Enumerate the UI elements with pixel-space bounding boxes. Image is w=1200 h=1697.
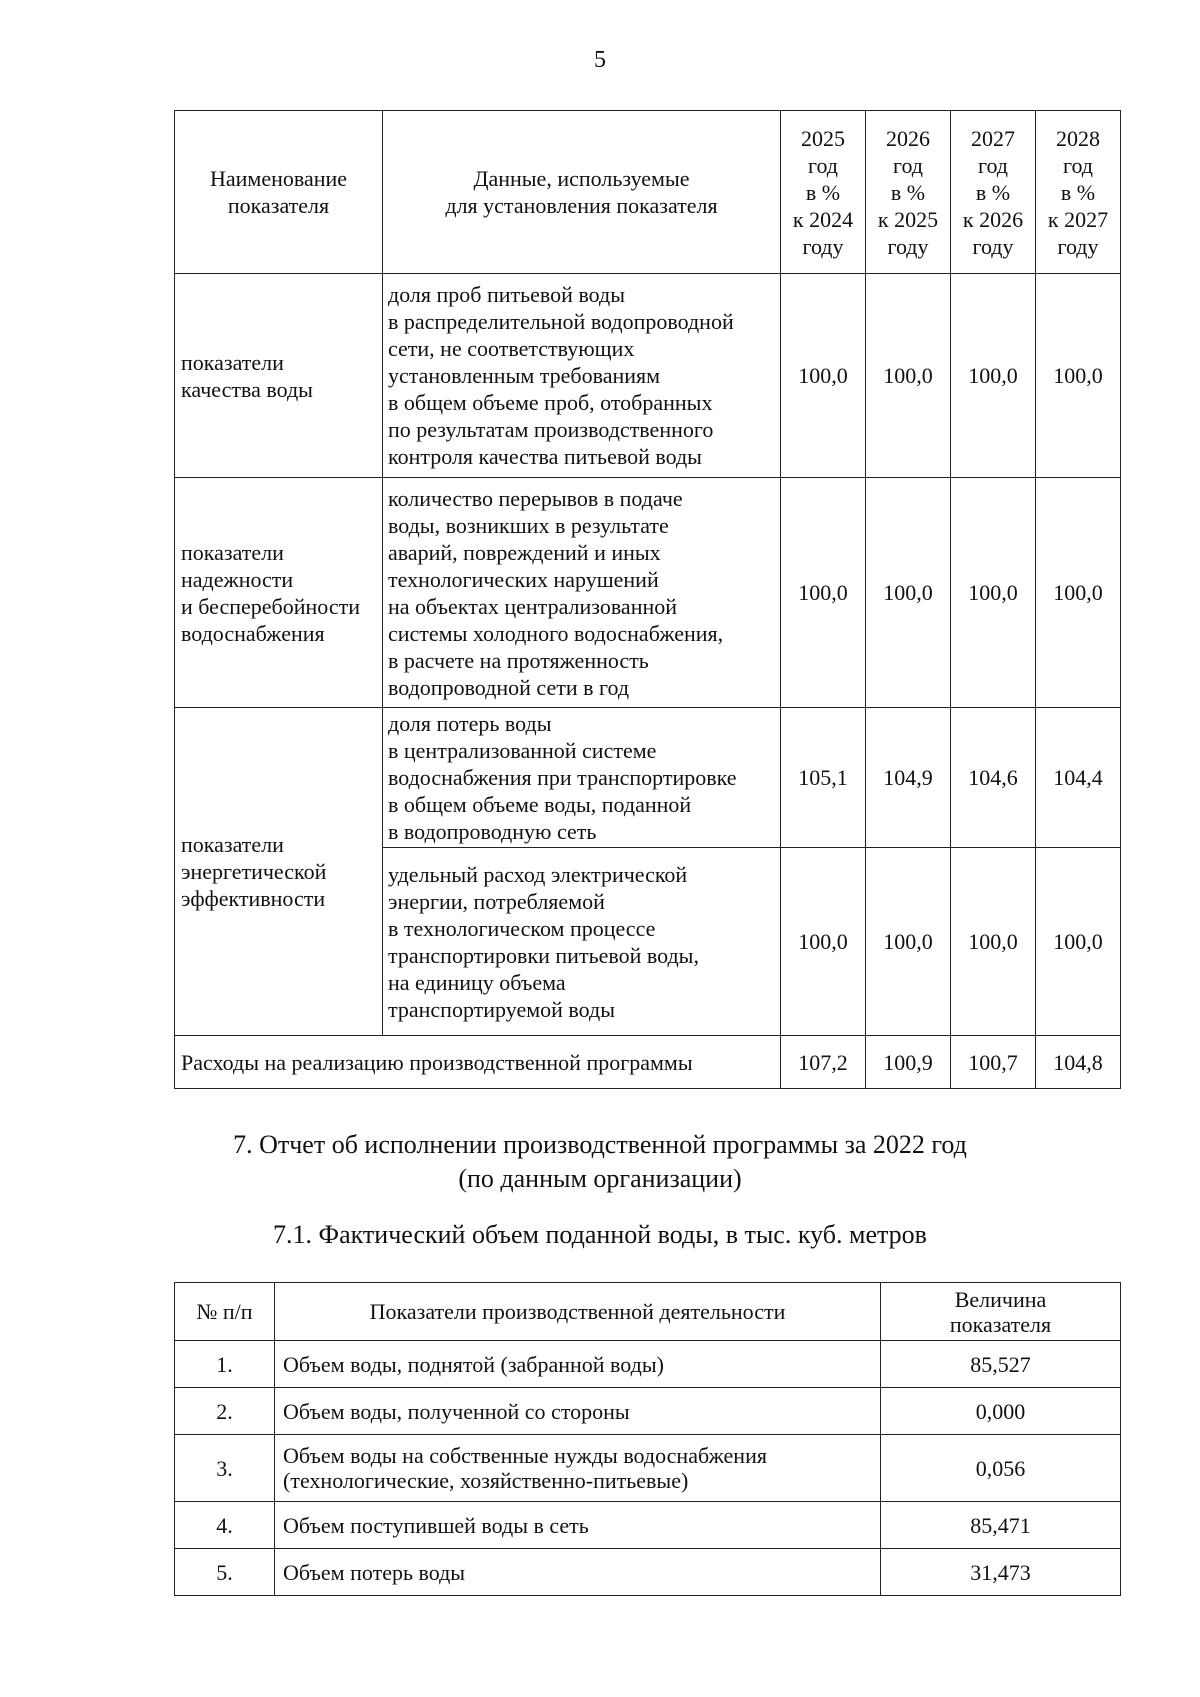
value-cell: 104,4 bbox=[1036, 708, 1121, 848]
value-cell: 100,0 bbox=[951, 478, 1036, 708]
section-7-title: 7. Отчет об исполнении производственной программы за 2022 год (по данным организации) bbox=[233, 1130, 967, 1193]
header-year-2027: 2027 год в % к 2026 году bbox=[951, 111, 1036, 274]
row-number: 1. bbox=[175, 1341, 275, 1388]
header-value: Величина показателя bbox=[881, 1283, 1121, 1341]
value-cell: 100,0 bbox=[951, 274, 1036, 478]
row-number: 5. bbox=[175, 1549, 275, 1596]
water-volume-header-row bbox=[175, 1283, 1121, 1341]
table-row bbox=[175, 708, 1121, 848]
header-year-2025: 2025 год в % к 2024 году bbox=[781, 111, 866, 274]
header-year-2026: 2026 год в % к 2025 году bbox=[866, 111, 951, 274]
value-cell: 100,0 bbox=[1036, 274, 1121, 478]
row-indicator: Объем поступившей воды в сеть bbox=[275, 1502, 881, 1549]
table-row bbox=[175, 1341, 1121, 1388]
row-indicator: Объем потерь воды bbox=[275, 1549, 881, 1596]
value-cell: 100,0 bbox=[781, 848, 866, 1036]
indicator-group-name: показатели надежности и бесперебойности водоснабжения bbox=[175, 478, 383, 708]
row-number: 2. bbox=[175, 1388, 275, 1435]
indicator-group-name: показатели энергетической эффективности bbox=[175, 708, 383, 1036]
page-number: 5 bbox=[594, 47, 606, 73]
indicators-header-row bbox=[175, 111, 1121, 274]
header-indicator: Показатели производственной деятельности bbox=[275, 1283, 881, 1341]
section-7-1-title: 7.1. Фактический объем поданной воды, в тыс. куб. метров bbox=[273, 1220, 927, 1249]
table-row bbox=[175, 1502, 1121, 1549]
row-value: 0,056 bbox=[881, 1435, 1121, 1502]
total-label: Расходы на реализацию производственной программы bbox=[175, 1036, 781, 1089]
indicator-description: доля проб питьевой воды в распределительной водопроводной сети, не соответствующих установленным требованиям в общем объеме проб, отобранных по результатам производственного контроля качества питьевой воды bbox=[383, 274, 781, 478]
indicator-description: удельный расход электрической энергии, потребляемой в технологическом процессе транспортировки питьевой воды, на единицу объема транспортируемой воды bbox=[383, 848, 781, 1036]
header-year-2028: 2028 год в % к 2027 году bbox=[1036, 111, 1121, 274]
row-indicator: Объем воды, полученной со стороны bbox=[275, 1388, 881, 1435]
table-row bbox=[175, 478, 1121, 708]
table-row bbox=[175, 1549, 1121, 1596]
value-cell: 100,0 bbox=[781, 478, 866, 708]
total-value: 100,9 bbox=[866, 1036, 951, 1089]
total-row bbox=[175, 1036, 1121, 1089]
header-indicator-data: Данные, используемые для установления показателя bbox=[383, 111, 781, 274]
total-value: 100,7 bbox=[951, 1036, 1036, 1089]
row-indicator: Объем воды на собственные нужды водоснабжения (технологические, хозяйственно-питьевые) bbox=[275, 1435, 881, 1502]
row-value: 85,471 bbox=[881, 1502, 1121, 1549]
header-indicator-name: Наименование показателя bbox=[175, 111, 383, 274]
table-row bbox=[175, 274, 1121, 478]
indicators-table bbox=[174, 110, 1121, 1089]
row-value: 0,000 bbox=[881, 1388, 1121, 1435]
total-value: 104,8 bbox=[1036, 1036, 1121, 1089]
indicator-group-name: показатели качества воды bbox=[175, 274, 383, 478]
row-indicator: Объем воды, поднятой (забранной воды) bbox=[275, 1341, 881, 1388]
value-cell: 104,9 bbox=[866, 708, 951, 848]
water-volume-table bbox=[174, 1282, 1121, 1596]
row-number: 3. bbox=[175, 1435, 275, 1502]
value-cell: 100,0 bbox=[866, 274, 951, 478]
row-number: 4. bbox=[175, 1502, 275, 1549]
row-value: 31,473 bbox=[881, 1549, 1121, 1596]
value-cell: 100,0 bbox=[1036, 848, 1121, 1036]
value-cell: 100,0 bbox=[866, 478, 951, 708]
value-cell: 100,0 bbox=[951, 848, 1036, 1036]
value-cell: 104,6 bbox=[951, 708, 1036, 848]
total-value: 107,2 bbox=[781, 1036, 866, 1089]
value-cell: 100,0 bbox=[1036, 478, 1121, 708]
row-value: 85,527 bbox=[881, 1341, 1121, 1388]
table-row bbox=[175, 1435, 1121, 1502]
header-number: № п/п bbox=[175, 1283, 275, 1341]
value-cell: 105,1 bbox=[781, 708, 866, 848]
indicator-description: доля потерь воды в централизованной системе водоснабжения при транспортировке в общем объеме воды, поданной в водопроводную сеть bbox=[383, 708, 781, 848]
table-row bbox=[175, 1388, 1121, 1435]
indicator-description: количество перерывов в подаче воды, возникших в результате аварий, повреждений и иных технологических нарушений на объектах централизованной системы холодного водоснабжения, в расчете на протяженность водопроводной сети в год bbox=[383, 478, 781, 708]
value-cell: 100,0 bbox=[781, 274, 866, 478]
value-cell: 100,0 bbox=[866, 848, 951, 1036]
